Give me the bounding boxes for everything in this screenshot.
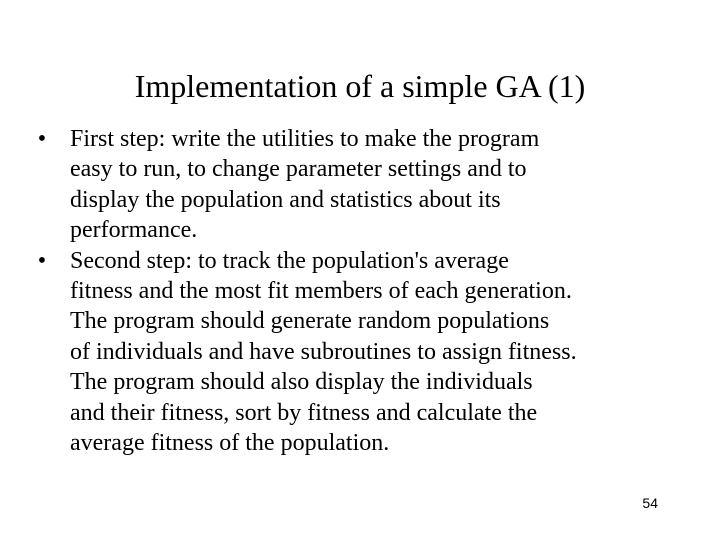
bullet-item-second-step	[32, 246, 682, 459]
bullet-text-line: The program should generate random populations	[70, 308, 550, 335]
bullet-text-line: and their fitness, sort by fitness and calculate the	[70, 399, 538, 426]
bullet-text-line: First step: write the utilities to make the program	[70, 126, 540, 152]
bullet-icon: •	[37, 247, 47, 274]
bullet-text-line: display the population and statistics about its	[70, 186, 501, 213]
bullet-list	[32, 124, 682, 458]
bullet-text-line: easy to run, to change parameter settings and to	[70, 156, 527, 183]
bullet-text-line: fitness and the most fit members of each generation.	[70, 278, 572, 305]
bullet-item-first-step	[32, 124, 682, 246]
slide-title: Implementation of a simple GA (1)	[134, 68, 586, 104]
bullet-text-line: Second step: to track the population's average	[70, 247, 509, 274]
bullet-text-line: average fitness of the population.	[70, 430, 390, 457]
page-number: 54	[642, 495, 658, 511]
bullet-text-line: The program should also display the individuals	[70, 369, 533, 396]
bullet-text-line: of individuals and have subroutines to assign fitness.	[70, 338, 577, 365]
bullet-icon: •	[37, 126, 47, 152]
bullet-text-line: performance.	[70, 217, 198, 244]
